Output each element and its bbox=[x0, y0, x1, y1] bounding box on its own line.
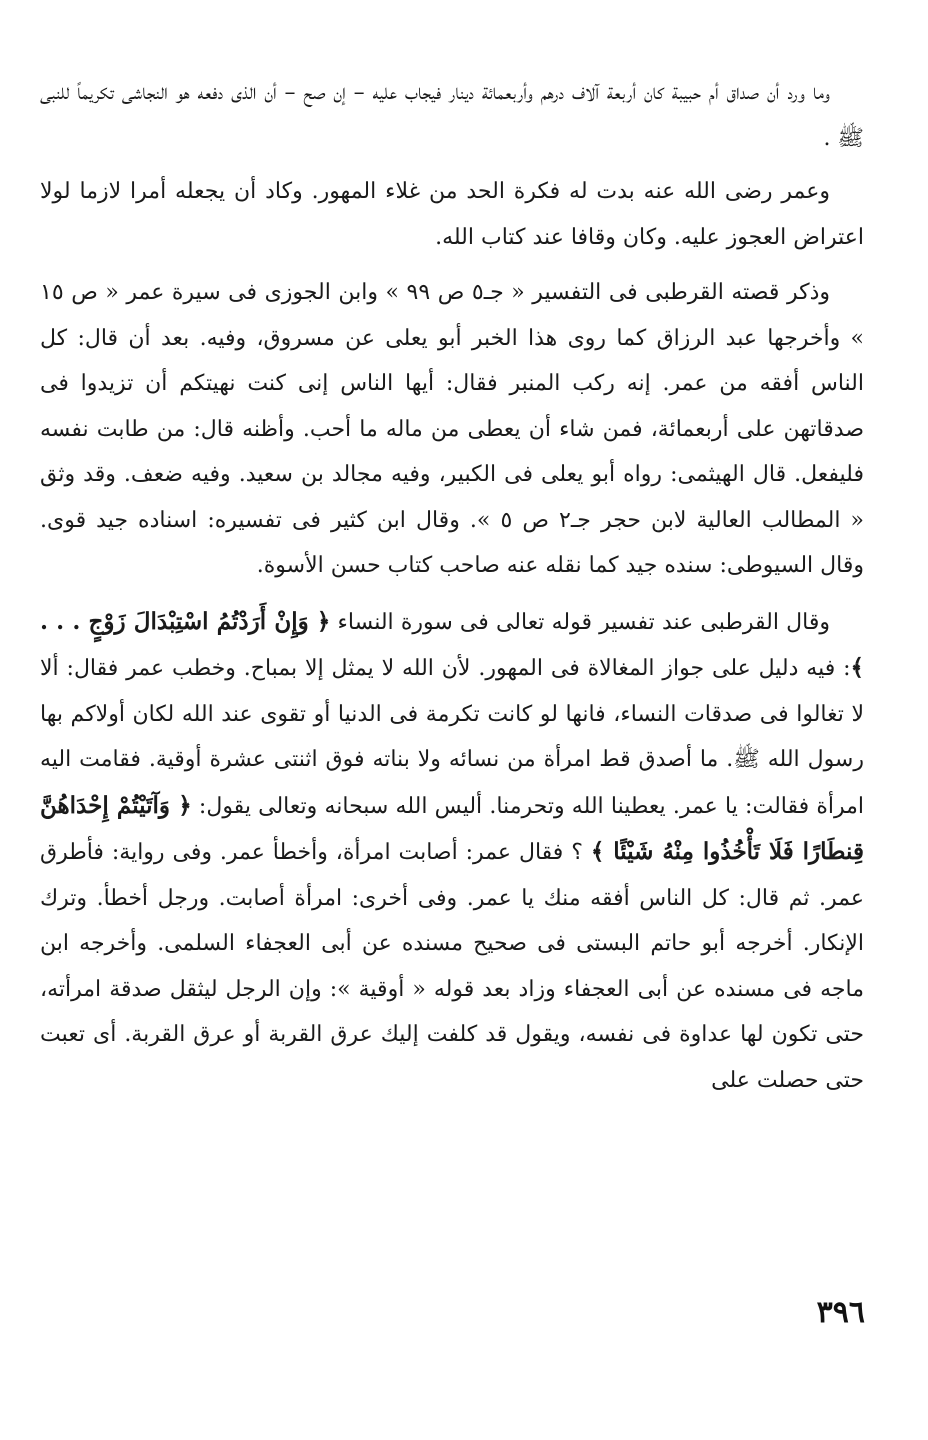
paragraph-4-intro: وقال القرطبى عند تفسير قوله تعالى فى سورة النساء bbox=[330, 609, 830, 635]
paragraph-4-end: ؟ فقال عمر: أصابت امرأة، وأخطأ عمر. وفى رواية: فأطرق عمر. ثم قال: كل الناس أفقه منك يا عمر. وفى أخرى: امرأة أصابت. ورجل أخطأ. وترك الإنكار. أخرجه أبو حاتم البستى فى صحيح مسنده عن أبى العجفاء السلمى. وأخرجه ابن ماجه فى مسنده عن أبى العجفاء وزاد بعد قوله « أوقية »: وإن الرجل ليثقل صدقة امرأته، حتى تكون لها عداوة فى نفسه، ويقول قد كلفت إليك عرق القربة أو عرق القربة. أى تعبت حتى حصلت على bbox=[40, 840, 864, 1093]
page-body bbox=[40, 70, 864, 1111]
paragraph-1: وما ورد أن صداق أم حبيبة كان أربعة آلاف درهم وأربعمائة دينار فيجاب عليه – إن صح – أن الذى دفعه هو النجاشى تكريماً للنبى ﷺ . bbox=[40, 80, 864, 151]
paragraph-2: وعمر رضى الله عنه بدت له فكرة الحد من غلاء المهور. وكاد أن يجعله أمرا لازما لولا اعتراض العجوز عليه. وكان وقافا عند كتاب الله. bbox=[40, 179, 864, 250]
page-number: ٣٩٦ bbox=[816, 1295, 865, 1330]
paragraph-3: وذكر قصته القرطبى فى التفسير « جـ٥ ص ٩٩ » وابن الجوزى فى سيرة عمر « ص ١٥ » وأخرجها عبد الرزاق كما روى هذا الخبر أبو يعلى عن مسروق، وفيه. بعد أن قال: كل الناس أفقه من عمر. إنه ركب المنبر فقال: أيها الناس إنى كنت نهيتكم أن تزيدوا فى صدقاتهن على أربعمائة، فمن شاء أن يعطى من ماله ما أحب. وأظنه قال: من طابت نفسه فليفعل. قال الهيثمى: رواه أبو يعلى فى الكبير، وفيه مجالد بن سعيد. وفيه ضعف. وقد وثق « المطالب العالية لابن حجر جـ٢ ص ٥ ». وقال ابن كثير فى تفسيره: اسناده جيد قوى. وقال السيوطى: سنده جيد كما نقله عنه صاحب كتاب حسن الأسوة. bbox=[40, 280, 864, 578]
paragraph-4-body: : فيه دليل على جواز المغالاة فى المهور. لأن الله لا يمثل إلا بمباح. وخطب عمر فقال: ألا لا تغالوا فى صدقات النساء، فانها لو كانت تكرمة فى الدنيا أو تقوى عند الله لكان أولاكم بها رسول الله ﷺ. ما أصدق قط امرأة من نسائه ولا بناته فوق اثنتى عشرة أوقية. فقامت اليه امرأة فقالت: يا عمر. يعطينا الله وتحرمنا. أليس الله سبحانه وتعالى يقول: bbox=[40, 656, 864, 819]
quran-verse-1: ﴿ وَإِنْ أَرَدْتُمُ اسْتِبْدَالَ زَوْجٍ . . . ﴾ bbox=[40, 607, 864, 681]
paragraph-4 bbox=[40, 599, 864, 1104]
quran-verse-2: ﴿ وَآتَيْتُمْ إِحْدَاهُنَّ قِنطَارًا فَلَا تَأْخُذُوا مِنْهُ شَيْئًا ﴾ bbox=[40, 791, 864, 865]
